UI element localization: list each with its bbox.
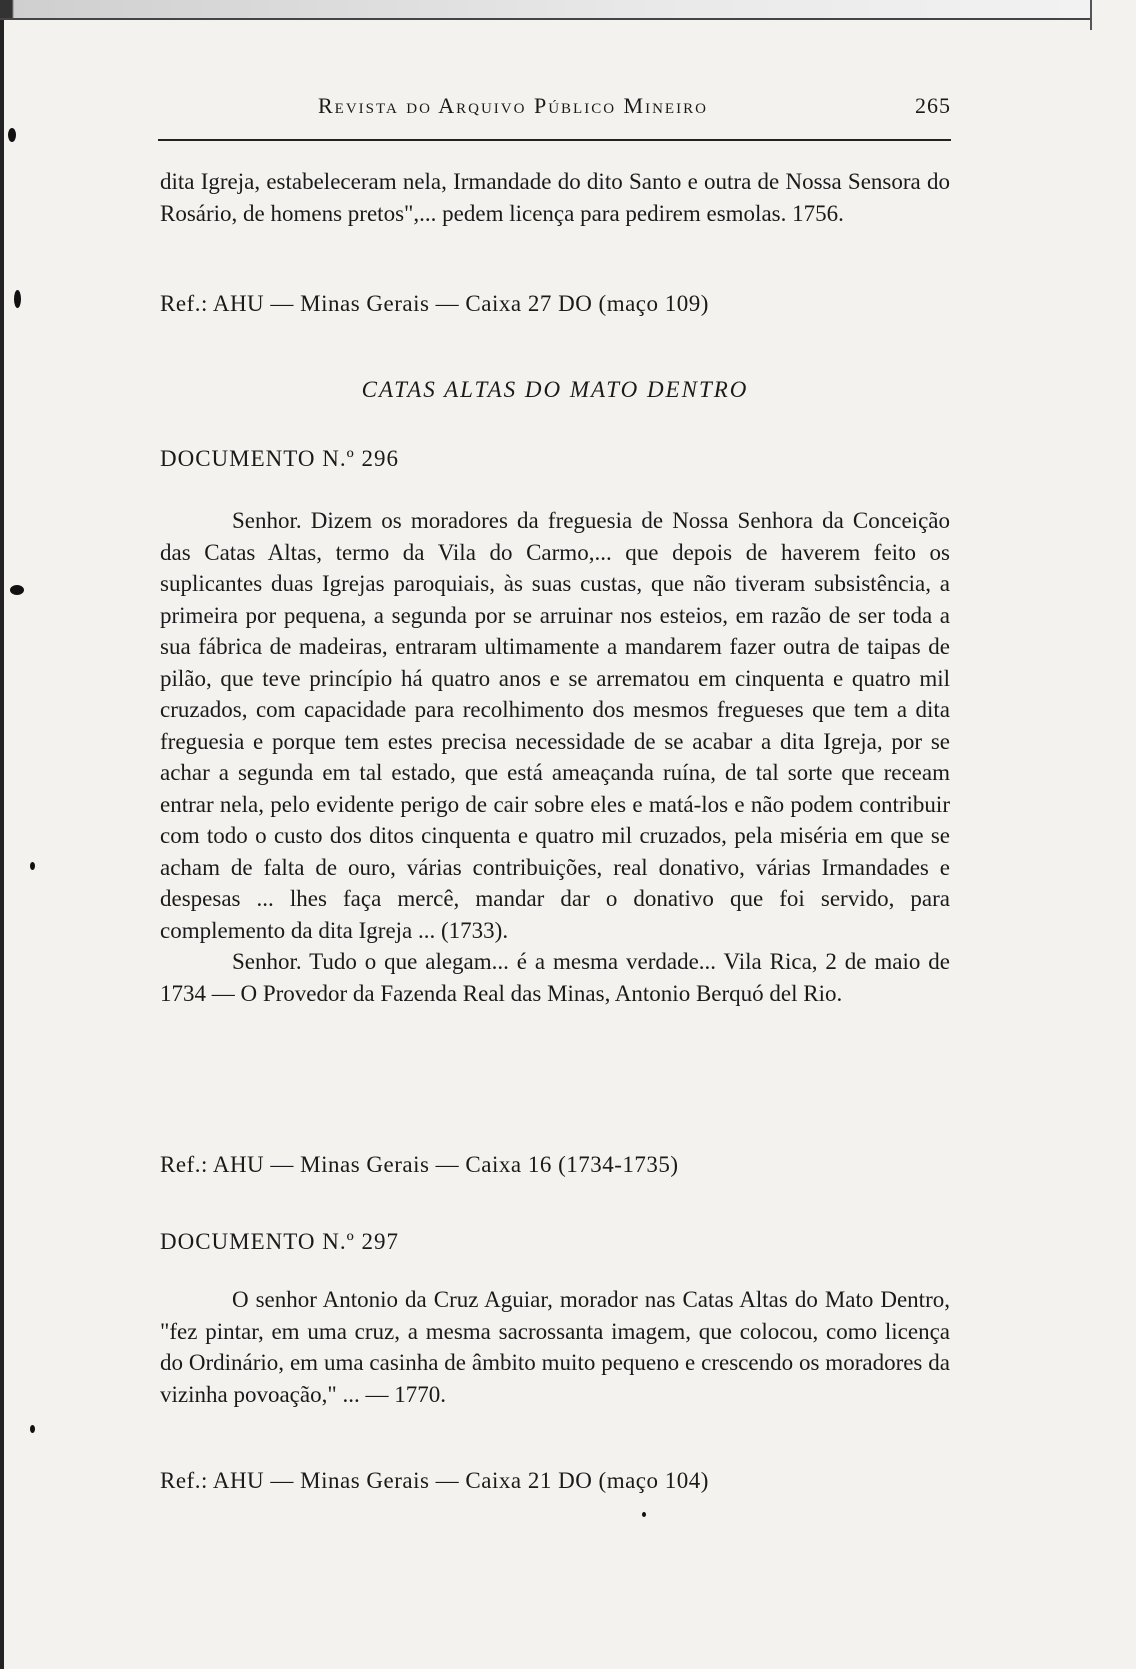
section-title: CATAS ALTAS DO MATO DENTRO [361,377,749,402]
page-number: 265 [915,93,951,118]
running-title: Revista do Arquivo Público Mineiro [318,93,708,118]
scan-left-edge [0,20,4,1669]
scan-speck [30,862,35,870]
document-297-heading: DOCUMENTO N.º 297 [160,1229,400,1254]
document-296-reference: Ref.: AHU — Minas Gerais — Caixa 16 (1734-1735) [160,1152,679,1177]
intro-paragraph [160,166,950,229]
document-297-paragraph: O senhor Antonio da Cruz Aguiar, morador nas Catas Altas do Mato Dentro, "fez pintar, em uma cruz, a mesma sacrossanta imagem, que colocou, como licença do Ordinário, em uma casinha de âmbito muito pequeno e crescendo os moradores da vizinha povoação," ... — 1770. [160,1287,950,1407]
document-296-paragraph-2: Senhor. Tudo o que alegam... é a mesma verdade... Vila Rica, 2 de maio de 1734 — O Provedor da Fazenda Real das Minas, Antonio Berquó del Rio. [160,949,950,1006]
document-296-paragraph-1: Senhor. Dizem os moradores da freguesia de Nossa Senhora da Conceição das Catas Altas, termo da Vila do Carmo,... que depois de haverem feito os suplicantes duas Igrejas paroquiais, às suas custas, que não tiveram subsistência, a primeira por pequena, a segunda por se arruinar nos esteios, em razão de ser toda a sua fábrica de madeiras, entraram ultimamente a mandarem fazer outra de taipas de pilão, que teve princípio há quatro anos e se arrematou em cinquenta e quatro mil cruzados, com capacidade para recolhimento dos mesmos fregueses que tem a dita freguesia e porque tem estes precisa necessidade de se acabar a dita Igreja, por se achar a segunda em tal estado, que está ameaçanda ruína, de tal sorte que receam entrar nela, pelo evidente perigo de cair sobre eles e matá-los e não podem contribuir com todo o custo dos ditos cinquenta e quatro mil cruzados, pela miséria em que se acham de falta de ouro, várias contribuições, real donativo, várias Irmandades e despesas ... lhes faça mercê, mandar dar o donativo que foi servido, para complemento da dita Igreja ... (1733). [160,508,950,943]
intro-text: dita Igreja, estabeleceram nela, Irmandade do dito Santo e outra de Nossa Sensora do Rosário, de homens pretos",... pedem licença para pedirem esmolas. 1756. [160,169,950,226]
document-296-heading: DOCUMENTO N.º 296 [160,446,400,471]
document-297-reference: Ref.: AHU — Minas Gerais — Caixa 21 DO (maço 104) [160,1468,709,1493]
intro-reference: Ref.: AHU — Minas Gerais — Caixa 27 DO (maço 109) [160,291,709,316]
document-297-body [160,1284,950,1410]
scan-speck [642,1512,646,1517]
scan-speck [10,585,24,595]
scan-speck [30,1425,35,1433]
scan-speck [8,128,16,142]
page-header [158,93,951,141]
scan-top-edge [0,0,1090,20]
document-296-body [160,505,950,1009]
scan-speck [14,290,21,308]
